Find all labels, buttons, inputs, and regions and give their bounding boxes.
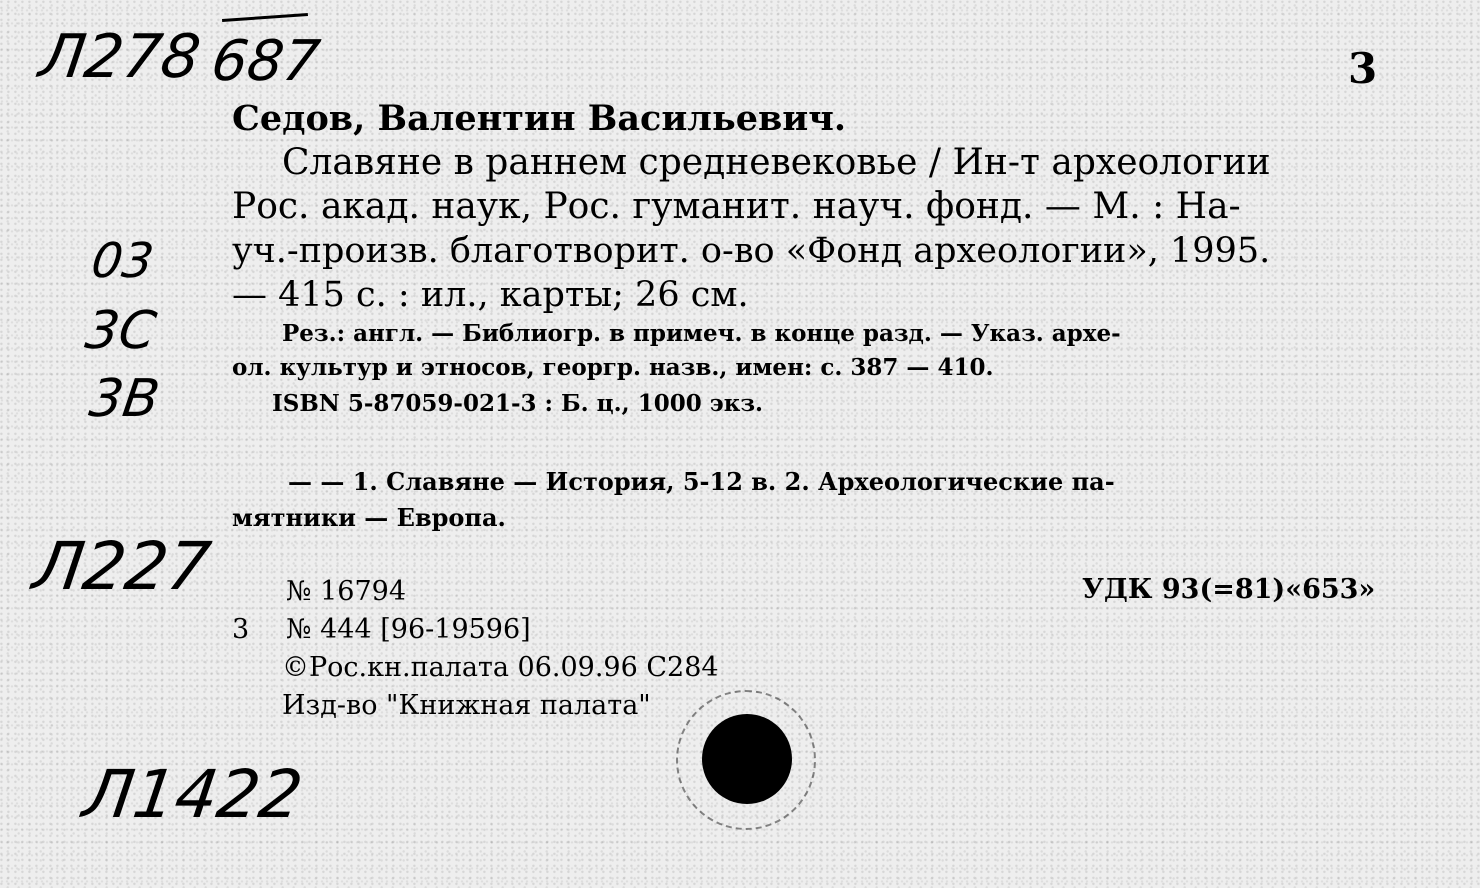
handwritten-fraction-line [222, 13, 308, 22]
punch-hole [702, 714, 792, 804]
subjects-line-1: — — 1. Славяне — История, 5-12 в. 2. Археологические па- [288, 467, 1115, 496]
subjects-line-2: мятники — Европа. [232, 503, 506, 532]
handwritten-code-2: 3С [81, 301, 160, 361]
handwritten-fraction: 687 [207, 29, 324, 94]
notes-line-1: Рез.: англ. — Библиогр. в примеч. в конце разд. — Указ. архе- [282, 320, 1121, 347]
copyright-line: ©Рос.кн.палата 06.09.96 С284 [282, 652, 719, 683]
udk-code: УДК 93(=81)«653» [1082, 574, 1376, 605]
page-number: 3 [1348, 44, 1378, 93]
notes-line-2: ол. культур и этносов, георгр. назв., имен: с. 387 — 410. [232, 354, 994, 381]
record-number-2: № 444 [96-19596] [286, 614, 531, 645]
handwritten-code-1: 03 [88, 233, 158, 289]
handwritten-number-1: Л227 [28, 528, 216, 605]
publisher-line: Изд-во "Книжная палата" [282, 690, 651, 721]
handwritten-code-3: 3В [85, 369, 163, 429]
title-line-3: уч.-произв. благотворит. о-во «Фонд археологии», 1995. [232, 231, 1271, 271]
handwritten-number-2: Л1422 [78, 756, 308, 833]
isbn-line: ISBN 5-87059-021-3 : Б. ц., 1000 экз. [272, 390, 764, 417]
title-line-4: — 415 с. : ил., карты; 26 см. [232, 275, 749, 315]
author-heading: Седов, Валентин Васильевич. [232, 98, 847, 139]
handwritten-shelf-mark: Л278 [35, 22, 205, 92]
record-number: № 16794 [286, 576, 407, 607]
title-line-2: Рос. акад. наук, Рос. гуманит. науч. фонд. — М. : На- [232, 186, 1241, 227]
record-prefix: 3 [232, 614, 250, 645]
title-line-1: Славяне в раннем средневековье / Ин-т археологии [282, 142, 1271, 183]
